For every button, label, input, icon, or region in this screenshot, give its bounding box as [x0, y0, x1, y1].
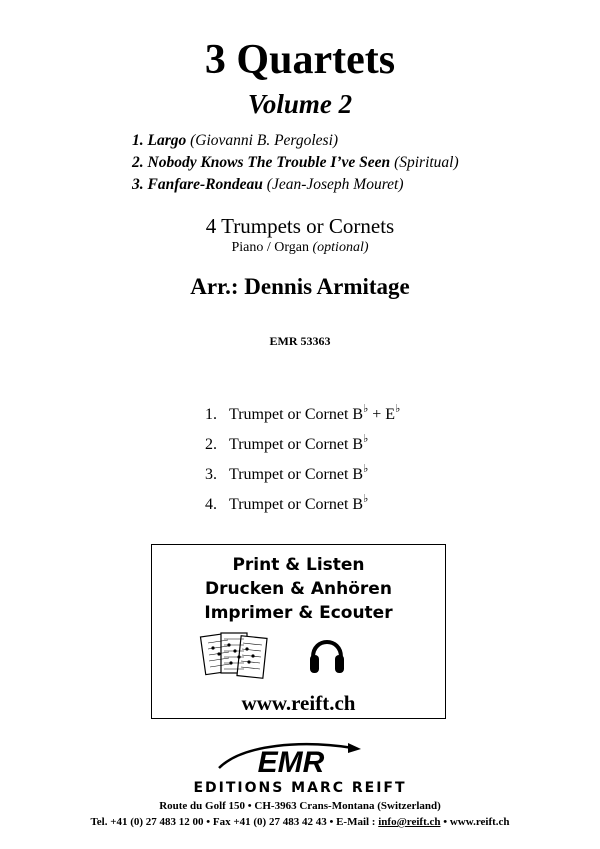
accompaniment-note: (optional) — [312, 240, 369, 255]
emr-logo-text: EMR — [257, 746, 325, 779]
piece-title: 1. Largo — [132, 132, 187, 149]
piece-composer: (Spiritual) — [394, 154, 459, 171]
flat-sign: ♭ — [363, 433, 369, 445]
flat-sign: ♭ — [363, 463, 369, 475]
piece-item — [132, 174, 459, 196]
arranger: Arr.: Dennis Armitage — [190, 274, 410, 299]
part-name: Trumpet or Cornet B — [229, 466, 364, 483]
accompaniment — [0, 239, 600, 257]
part-item — [205, 487, 400, 517]
piece-title: 3. Fanfare-Rondeau — [132, 176, 263, 193]
print-listen-box — [151, 544, 446, 719]
part-item — [205, 457, 400, 487]
piece-composer: (Jean-Joseph Mouret) — [266, 176, 404, 193]
part-extra: + E — [368, 406, 396, 423]
part-number: 4. — [205, 496, 217, 513]
piece-item — [132, 152, 459, 174]
print-listen-line-fr: Imprimer & Ecouter — [204, 603, 393, 623]
publisher-name: EDITIONS MARC REIFT — [193, 780, 407, 796]
publisher-contact — [0, 815, 600, 829]
print-listen-text — [152, 553, 445, 625]
piece-composer: (Giovanni B. Pergolesi) — [190, 132, 339, 149]
email-link[interactable]: info@reift.ch — [378, 816, 441, 828]
page-title: 3 Quartets — [204, 37, 396, 83]
sheet-music-icon — [199, 629, 269, 683]
flat-sign: ♭ — [363, 403, 369, 415]
part-item — [205, 427, 400, 457]
part-name: Trumpet or Cornet B — [229, 436, 364, 453]
contact-website: • www.reift.ch — [440, 816, 510, 828]
volume-subtitle: Volume 2 — [247, 89, 353, 119]
catalog-number: EMR 53363 — [269, 334, 331, 348]
print-listen-line-en: Print & Listen — [232, 555, 365, 575]
flat-sign: ♭ — [363, 493, 369, 505]
piece-item — [132, 130, 459, 152]
publisher-address: Route du Golf 150 • CH-3963 Crans-Montana (Switzerland) — [159, 800, 441, 812]
part-item — [205, 397, 400, 427]
accompaniment-label: Piano / Organ — [231, 240, 309, 255]
flat-sign: ♭ — [395, 403, 401, 415]
part-number: 3. — [205, 466, 217, 483]
contact-phone-fax: Tel. +41 (0) 27 483 12 00 • Fax +41 (0) 27 483 42 43 • E-Mail : — [90, 816, 379, 828]
emr-logo — [213, 738, 363, 780]
headphones-icon — [307, 629, 347, 679]
website-link[interactable]: www.reift.ch — [241, 691, 356, 715]
part-name: Trumpet or Cornet B — [229, 496, 364, 513]
part-number: 2. — [205, 436, 217, 453]
part-name: Trumpet or Cornet B — [229, 406, 364, 423]
piece-title: 2. Nobody Knows The Trouble I’ve Seen — [132, 154, 391, 171]
parts-list — [205, 397, 400, 517]
piece-list — [132, 130, 459, 196]
instrumentation: 4 Trumpets or Cornets — [205, 214, 395, 238]
part-number: 1. — [205, 406, 217, 423]
print-listen-line-de: Drucken & Anhören — [205, 579, 392, 599]
